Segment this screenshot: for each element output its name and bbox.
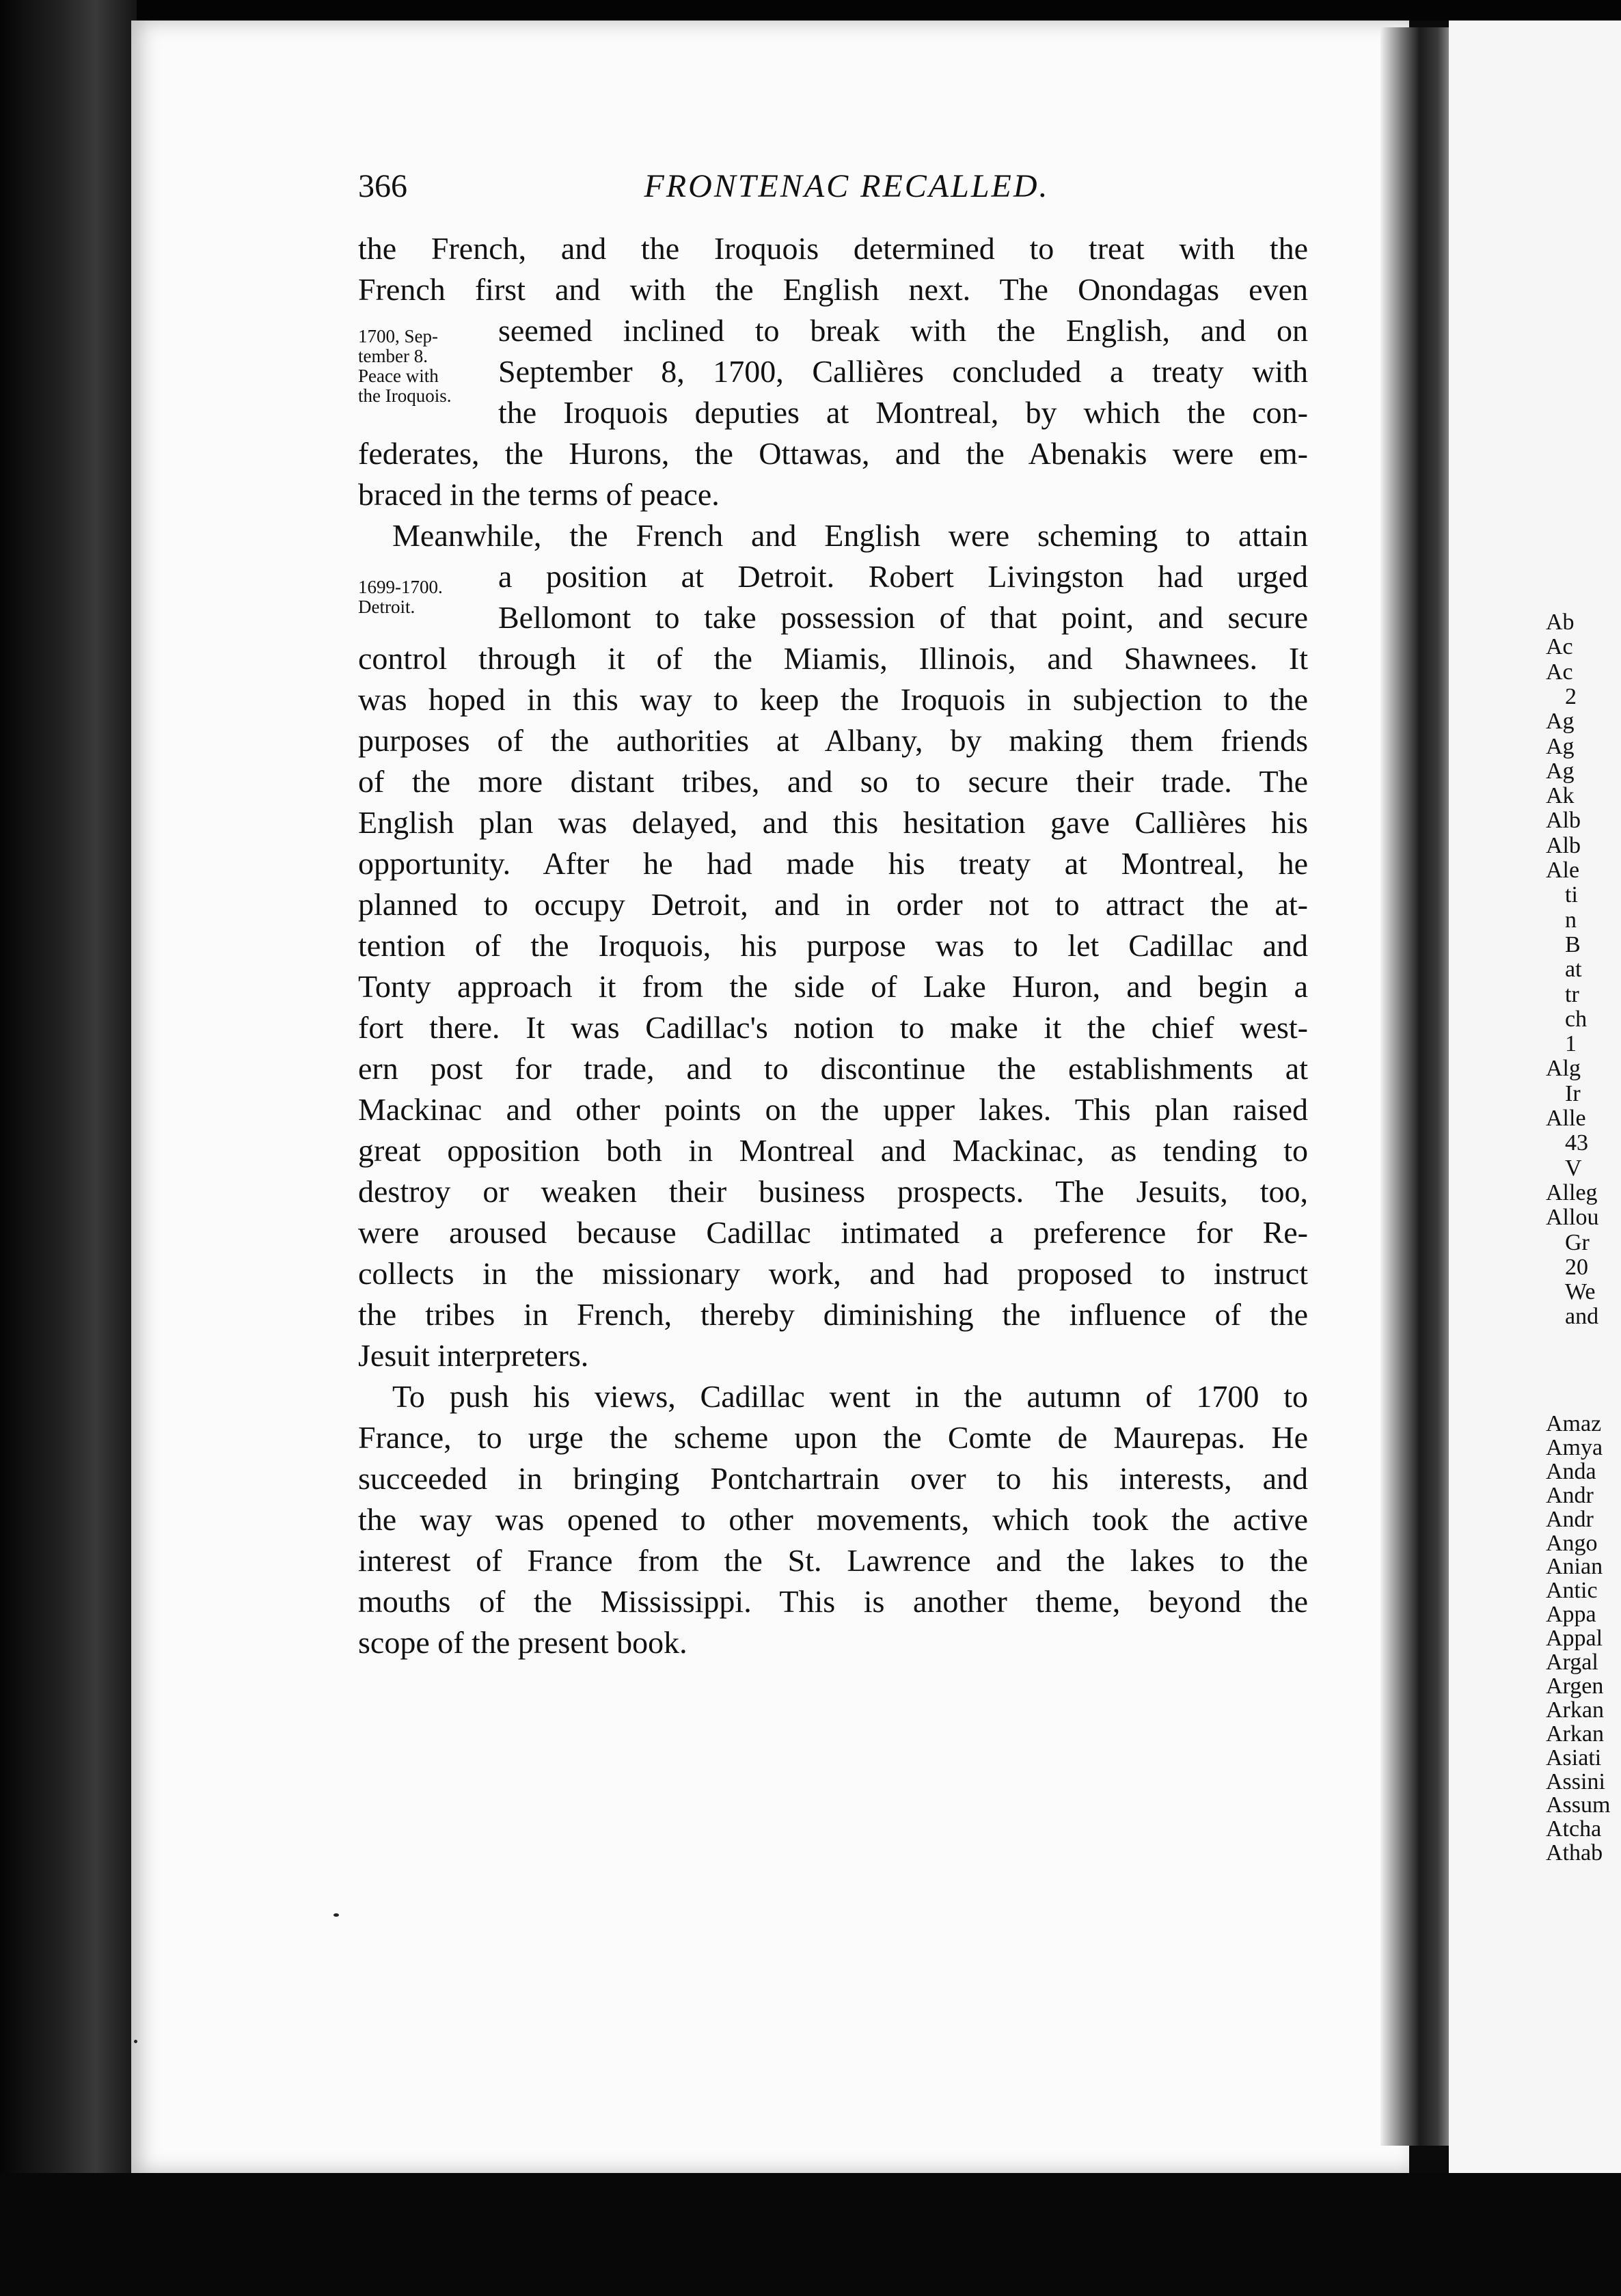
facing-index-entry: Argal: [1546, 1650, 1598, 1675]
text-line: a position at Detroit. Robert Livingston had urged: [498, 559, 1308, 594]
facing-index-entry: Andr: [1546, 1482, 1594, 1508]
text-line: opportunity. After he had made his treaty at Montreal, he: [358, 846, 1308, 881]
facing-index-entry: tr: [1565, 981, 1579, 1007]
facing-index-entry: Ac: [1546, 659, 1573, 685]
facing-index-entry: 1: [1565, 1031, 1577, 1057]
paragraph: [358, 515, 1308, 1376]
facing-index-entry: Ac: [1546, 634, 1573, 660]
facing-index-entry: Ak: [1546, 783, 1575, 809]
text-line: mouths of the Mississippi. This is another theme, beyond the: [358, 1584, 1308, 1619]
text-line: interest of France from the St. Lawrence and the lakes to the: [358, 1543, 1308, 1578]
facing-index-entry: Alb: [1546, 832, 1581, 858]
facing-index-entry: Ir: [1565, 1080, 1581, 1106]
facing-index-entry: Argen: [1546, 1673, 1604, 1699]
facing-index-entry: Asiati: [1546, 1745, 1602, 1771]
facing-index-entry: Amaz: [1546, 1411, 1602, 1436]
facing-index-entry: Anian: [1546, 1554, 1603, 1580]
scan-left-border: [0, 0, 137, 2296]
text-line: destroy or weaken their business prospects. The Jesuits, too,: [358, 1174, 1308, 1209]
side-note-line: 1699-1700.: [358, 577, 443, 597]
text-line: tention of the Iroquois, his purpose was to let Cadillac and: [358, 928, 1308, 963]
facing-index-entry: Ag: [1546, 758, 1575, 784]
body-text: [358, 228, 1308, 1663]
facing-index-entry: Assum: [1546, 1792, 1611, 1818]
text-line: the tribes in French, thereby diminishing the influence of the: [358, 1297, 1308, 1332]
facing-index-entry: Ag: [1546, 709, 1575, 735]
facing-index-entry: Andr: [1546, 1506, 1594, 1532]
text-line: scope of the present book.: [358, 1625, 687, 1660]
facing-index-entry: B: [1565, 931, 1581, 957]
paragraph: [358, 1376, 1308, 1663]
text-line: control through it of the Miamis, Illinois, and Shawnees. It: [358, 641, 1308, 676]
text-line: France, to urge the scheme upon the Comte de Maurepas. He: [358, 1420, 1308, 1455]
page-number: 366: [358, 168, 407, 204]
facing-index-entry: Arkan: [1546, 1721, 1604, 1747]
side-note-line: 1700, Sep-: [358, 326, 438, 346]
facing-index-entry: Alle: [1546, 1106, 1586, 1131]
facing-index-entry: ch: [1565, 1006, 1588, 1032]
text-line: was hoped in this way to keep the Iroquois in subjection to the: [358, 682, 1308, 717]
facing-index-entry: Athab: [1546, 1840, 1603, 1866]
side-note-line: Detroit.: [358, 597, 416, 617]
text-line: of the more distant tribes, and so to secure their trade. The: [358, 764, 1308, 799]
facing-index-entry: Arkan: [1546, 1697, 1604, 1723]
text-line: federates, the Hurons, the Ottawas, and the Abenakis were em-: [358, 436, 1308, 471]
scan-top-border: [0, 0, 1621, 20]
facing-index-entry: 2: [1565, 683, 1577, 709]
facing-index-entry: Ab: [1546, 610, 1575, 635]
facing-index-entry: We: [1565, 1279, 1596, 1305]
text-line: fort there. It was Cadillac's notion to make it the chief west-: [358, 1010, 1308, 1045]
facing-index-entry: Gr: [1565, 1229, 1590, 1255]
facing-index-entry: Anda: [1546, 1458, 1596, 1484]
side-note-line: Peace with: [358, 366, 439, 386]
text-line: the French, and the Iroquois determined to treat with the: [358, 231, 1308, 266]
text-line: collects in the missionary work, and had proposed to instruct: [358, 1256, 1308, 1291]
facing-index-entry: Amya: [1546, 1434, 1603, 1460]
scan-bottom-border: [0, 2173, 1621, 2296]
facing-index-entry: Appal: [1546, 1626, 1603, 1652]
facing-index-entry: Assini: [1546, 1768, 1605, 1794]
text-line: Mackinac and other points on the upper lakes. This plan raised: [358, 1092, 1308, 1127]
facing-index-entry: Allou: [1546, 1205, 1599, 1231]
facing-index-entry: Alb: [1546, 808, 1581, 834]
running-head: [358, 167, 1308, 208]
facing-index-entry: 43: [1565, 1130, 1588, 1156]
text-line: French first and with the English next. The Onondagas even: [358, 272, 1308, 307]
paper-speck: [333, 1913, 339, 1917]
text-line: braced in the terms of peace.: [358, 477, 720, 512]
text-line: Tonty approach it from the side of Lake Huron, and begin a: [358, 969, 1308, 1004]
facing-index-entry: and: [1565, 1304, 1599, 1330]
text-line: September 8, 1700, Callières concluded a treaty with: [498, 354, 1308, 389]
text-line: Jesuit interpreters.: [358, 1338, 589, 1373]
text-line: To push his views, Cadillac went in the autumn of 1700 to: [392, 1379, 1308, 1414]
text-line: great opposition both in Montreal and Mackinac, as tending to: [358, 1133, 1308, 1168]
text-line: Meanwhile, the French and English were scheming to attain: [392, 518, 1308, 553]
facing-index-entry: ti: [1565, 882, 1578, 908]
text-line: ern post for trade, and to discontinue the establishments at: [358, 1051, 1308, 1086]
facing-index-entry: Ale: [1546, 858, 1580, 883]
text-line: planned to occupy Detroit, and in order not to attract the at-: [358, 887, 1308, 922]
text-line: seemed inclined to break with the English, and on: [498, 313, 1308, 348]
text-line: English plan was delayed, and this hesitation gave Callières his: [358, 805, 1308, 840]
text-line: succeeded in bringing Pontchartrain over to his interests, and: [358, 1461, 1308, 1496]
text-line: the way was opened to other movements, which took the active: [358, 1502, 1308, 1537]
paper-speck: [134, 2040, 137, 2043]
facing-index-entry: at: [1565, 957, 1582, 983]
running-title: FRONTENAC RECALLED.: [644, 168, 1050, 204]
facing-index-entry: Antic: [1546, 1578, 1598, 1604]
facing-index-entry: Alg: [1546, 1056, 1581, 1082]
facing-index-entry: Ango: [1546, 1530, 1598, 1556]
side-note-line: the Iroquois.: [358, 385, 452, 406]
facing-index-entry: n: [1565, 907, 1577, 933]
text-line: the Iroquois deputies at Montreal, by which the con-: [498, 395, 1308, 430]
paragraph: [358, 228, 1308, 515]
facing-index-entry: Appa: [1546, 1602, 1596, 1628]
text-line: purposes of the authorities at Albany, by making them friends: [358, 723, 1308, 758]
book-gutter-shadow: [1380, 27, 1452, 2146]
facing-index-entry: Alleg: [1546, 1179, 1598, 1205]
side-note-line: tember 8.: [358, 346, 428, 366]
facing-index-entry: Atcha: [1546, 1816, 1602, 1842]
facing-index-entry: V: [1565, 1155, 1582, 1181]
text-line: were aroused because Cadillac intimated a preference for Re-: [358, 1215, 1308, 1250]
text-line: Bellomont to take possession of that point, and secure: [498, 600, 1308, 635]
facing-index-entry: 20: [1565, 1254, 1588, 1280]
facing-index-entry: Ag: [1546, 733, 1575, 759]
